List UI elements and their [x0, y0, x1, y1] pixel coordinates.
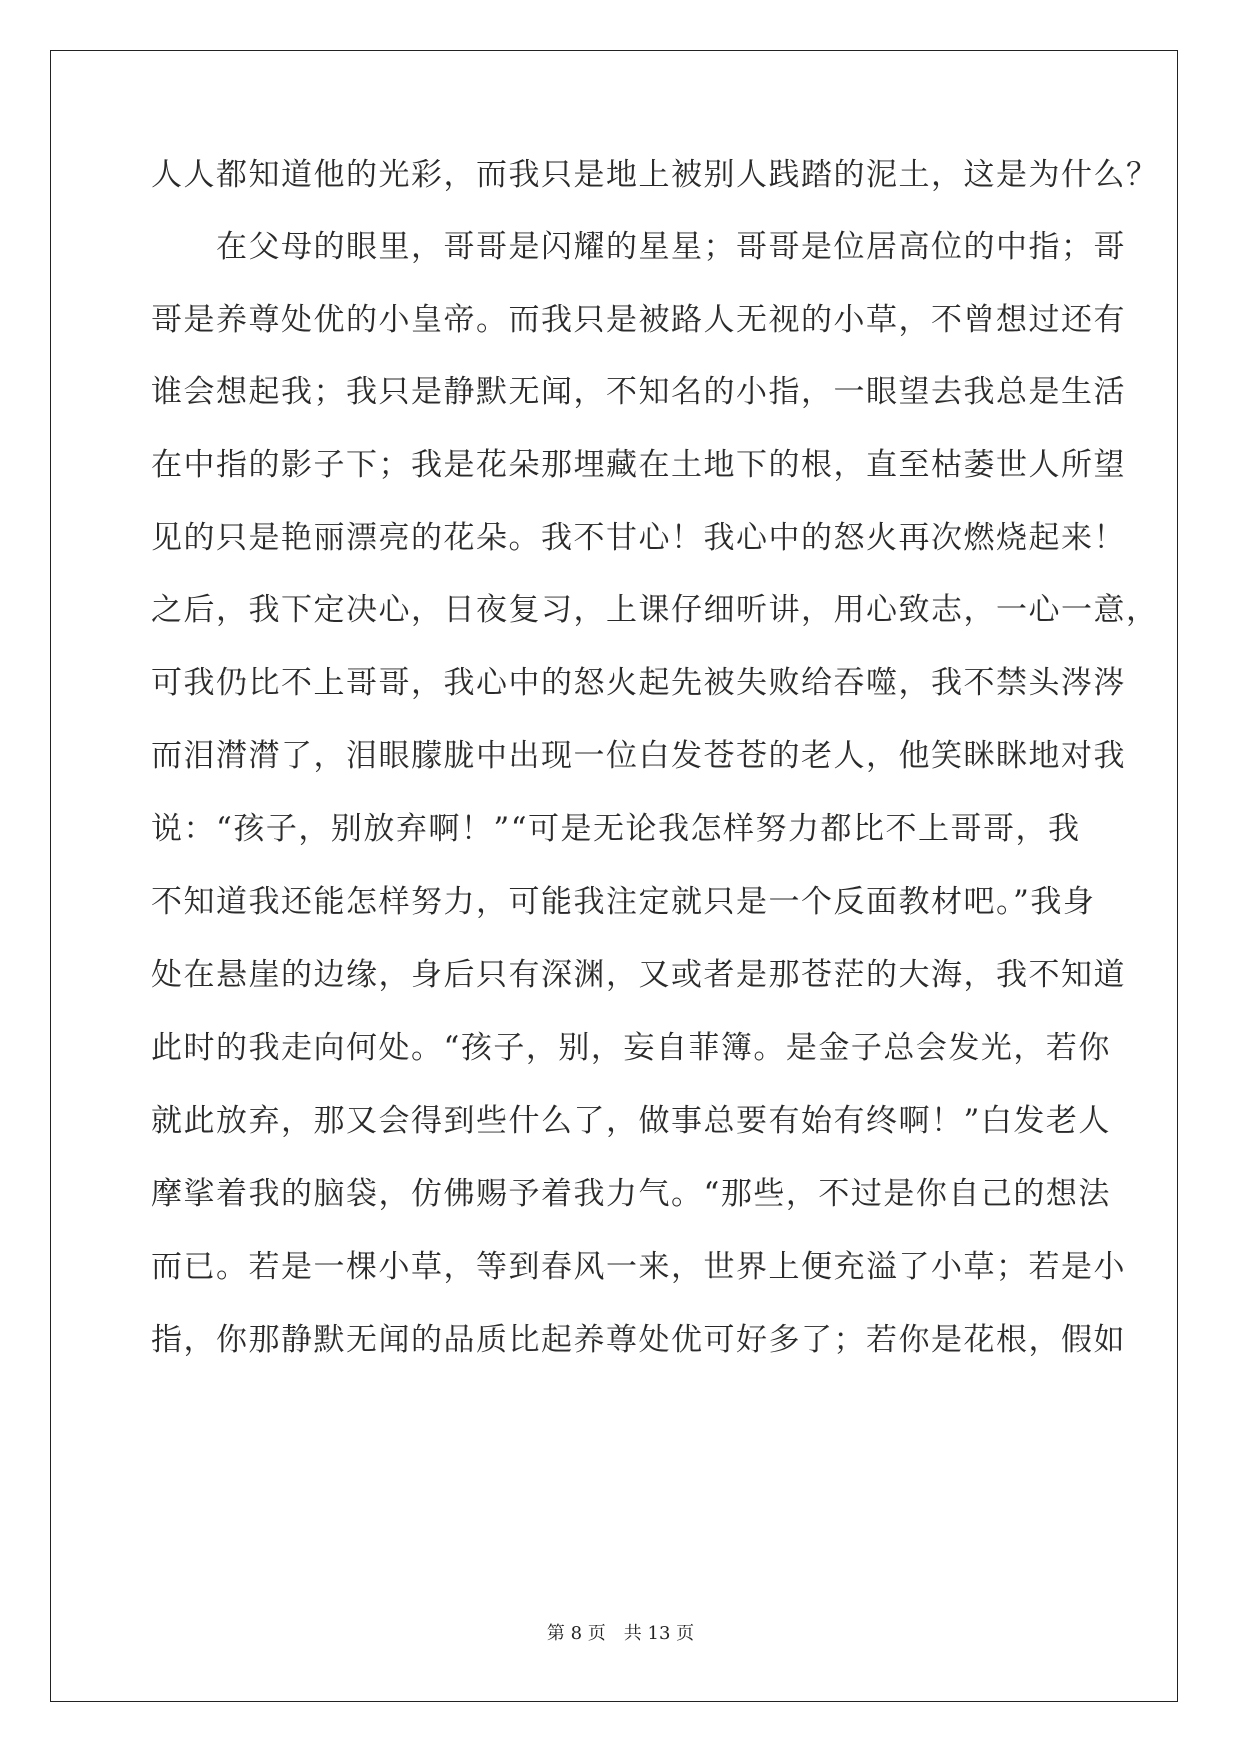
text-line: 不知道我还能怎样努力，可能我注定就只是一个反面教材吧。”我身: [151, 884, 1096, 920]
text-line: 谁会想起我；我只是静默无闻，不知名的小指，一眼望去我总是生活: [151, 374, 1126, 410]
text-line: 此时的我走向何处。“孩子，别，妄自菲簿。是金子总会发光，若你: [151, 1030, 1111, 1066]
page-number-footer: 第 8 页 共 13 页: [546, 1623, 695, 1644]
text-line: 指，你那静默无闻的品质比起养尊处优可好多了；若你是花根，假如: [151, 1322, 1126, 1358]
page-border: [50, 50, 1178, 1702]
text-line: 哥是养尊处优的小皇帝。而我只是被路人无视的小草，不曾想过还有: [151, 302, 1126, 338]
text-line: 在中指的影子下；我是花朵那埋藏在土地下的根，直至枯萎世人所望: [151, 447, 1126, 483]
text-line: 在父母的眼里，哥哥是闪耀的星星；哥哥是位居高位的中指；哥: [151, 229, 1126, 265]
text-line: 人人都知道他的光彩，而我只是地上被别人践踏的泥土，这是为什么？: [151, 157, 1159, 193]
text-line: 就此放弃，那又会得到些什么了，做事总要有始有终啊！”白发老人: [151, 1103, 1111, 1139]
text-line: 处在悬崖的边缘，身后只有深渊，又或者是那苍茫的大海，我不知道: [151, 957, 1126, 993]
text-line: 说：“孩子，别放弃啊！”“可是无论我怎样努力都比不上哥哥，我: [151, 811, 1081, 847]
text-line: 可我仍比不上哥哥，我心中的怒火起先被失败给吞噬，我不禁头涔涔: [151, 665, 1126, 701]
text-line: 见的只是艳丽漂亮的花朵。我不甘心！我心中的怒火再次燃烧起来！: [151, 520, 1126, 556]
text-line: 之后，我下定决心，日夜复习，上课仔细听讲，用心致志，一心一意，: [151, 592, 1159, 628]
text-line: 而泪潸潸了，泪眼朦胧中出现一位白发苍苍的老人，他笑眯眯地对我: [151, 738, 1126, 774]
text-line: 摩挲着我的脑袋，仿佛赐予着我力气。“那些，不过是你自己的想法: [151, 1176, 1111, 1212]
text-line: 而已。若是一棵小草，等到春风一来，世界上便充溢了小草；若是小: [151, 1249, 1126, 1285]
